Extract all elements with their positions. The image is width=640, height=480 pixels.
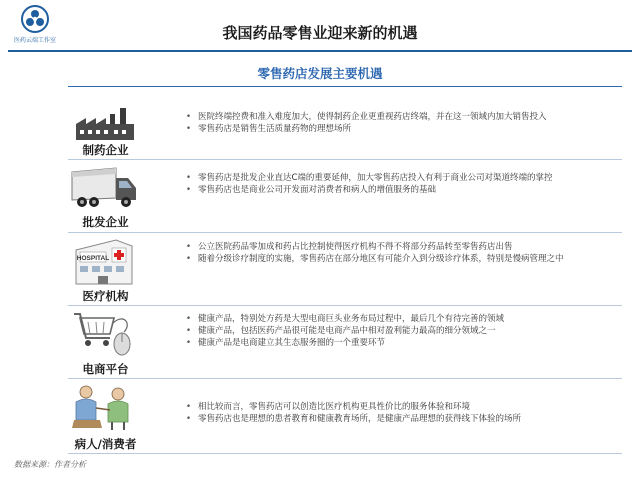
row-pharma	[68, 87, 622, 160]
row-hospital	[68, 233, 622, 306]
bullet-item: • 随着分级诊疗制度的实施，零售药店在部分地区有可能介入到分级诊疗体系，特别是慢病管理之中	[186, 253, 612, 265]
category-label-pharma: 制药企业	[82, 143, 129, 157]
bullet-list	[186, 241, 612, 265]
row-consumer	[68, 379, 622, 454]
bullet-item: • 健康产品，特别处方药是大型电商巨头业务布局过程中，最后几个有待完善的领域	[186, 313, 612, 325]
bullet-item: • 零售药店是批发企业直达C端的重要延伸，加大零售药店投入有利于商业公司对渠道终端的掌控	[186, 172, 612, 184]
bullet-list	[186, 172, 612, 196]
row-wholesale	[68, 160, 622, 233]
bullet-item: • 零售药店是销售生活质量药物的理想场所	[186, 123, 612, 135]
data-source-note: 数据来源：作者分析	[14, 460, 86, 469]
bullet-item: • 医院终端控费和准入难度加大，使得制药企业更重视药店终端，并在这一领域内加大销售投入	[186, 111, 612, 123]
hospital-sign-text: HOSPITAL	[76, 255, 110, 262]
bullet-item: • 零售药店也是理想的患者教育和健康教育场所，是健康产品理想的获得线下体验的场所	[186, 413, 612, 425]
page-title: 我国药品零售业迎来新的机遇	[222, 24, 418, 42]
section-subtitle: 零售药店发展主要机遇	[257, 66, 383, 81]
logo-text: 医药云端工作室	[13, 37, 56, 44]
patient-consumer-icon	[70, 382, 136, 432]
category-label-consumer: 病人/消费者	[74, 437, 137, 451]
title-divider	[8, 50, 632, 52]
truck-icon	[70, 166, 138, 210]
bullet-item: • 公立医院药品零加成和药占比控制使得医疗机构不得不将部分药品转至零售药店出售	[186, 241, 612, 253]
row-ecommerce	[68, 306, 622, 379]
shopping-cart-mouse-icon	[72, 310, 134, 356]
factory-icon	[74, 106, 136, 140]
category-label-ecommerce: 电商平台	[82, 362, 129, 376]
bullet-list	[186, 401, 612, 425]
bullet-item: • 健康产品是电商建立其生态服务圈的一个重要环节	[186, 337, 612, 349]
bullet-item: • 相比较而言，零售药店可以创造比医疗机构更具性价比的服务体验和环境	[186, 401, 612, 413]
bullet-list	[186, 313, 612, 349]
bullet-list	[186, 111, 612, 135]
bullet-item: • 健康产品，包括医药产品很可能是电商产品中相对盈利能力最高的细分领域之一	[186, 325, 612, 337]
category-label-hospital: 医疗机构	[82, 289, 129, 303]
hospital-icon	[72, 236, 136, 286]
category-label-wholesale: 批发企业	[82, 215, 129, 229]
bullet-item: • 零售药店也是商业公司开发面对消费者和病人的增值服务的基础	[186, 184, 612, 196]
